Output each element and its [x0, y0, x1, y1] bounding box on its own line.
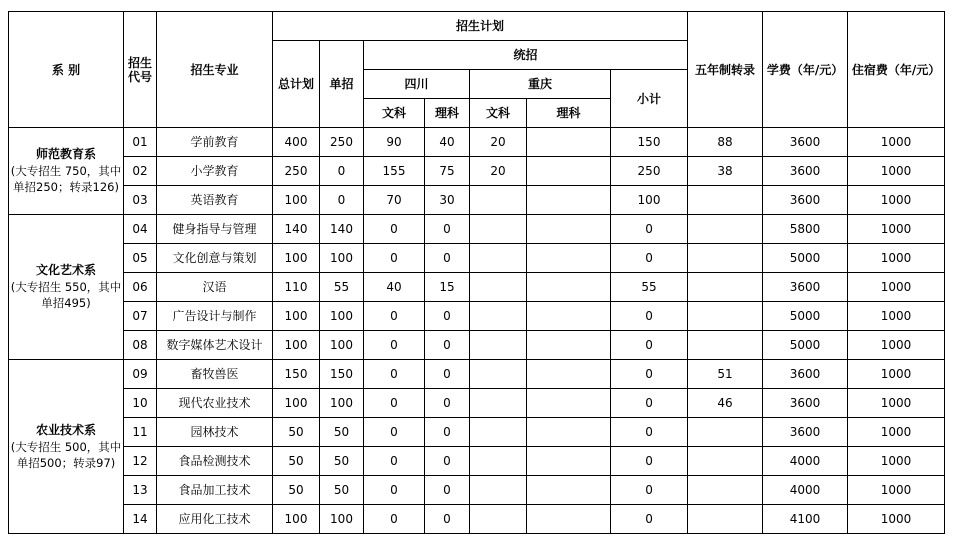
sichuan-science-cell: 0 — [425, 215, 470, 244]
code-cell: 12 — [124, 447, 157, 476]
chongqing-science-cell — [527, 157, 611, 186]
table-row — [9, 505, 945, 534]
chongqing-science-cell — [527, 505, 611, 534]
tuition-cell: 5000 — [763, 302, 848, 331]
dorm-cell: 1000 — [848, 447, 945, 476]
fiveyear-cell — [688, 244, 763, 273]
table-row — [9, 157, 945, 186]
table-row — [9, 331, 945, 360]
fiveyear-cell: 88 — [688, 128, 763, 157]
chongqing-arts-cell — [470, 389, 527, 418]
sichuan-science-cell: 0 — [425, 447, 470, 476]
dorm-cell: 1000 — [848, 215, 945, 244]
fiveyear-cell — [688, 215, 763, 244]
total-cell: 140 — [273, 215, 320, 244]
fiveyear-cell — [688, 186, 763, 215]
chongqing-science-cell — [527, 128, 611, 157]
sichuan-arts-cell: 155 — [364, 157, 425, 186]
sichuan-science-cell: 75 — [425, 157, 470, 186]
sichuan-science-cell: 0 — [425, 389, 470, 418]
major-cell: 小学教育 — [157, 157, 273, 186]
chongqing-science-cell — [527, 476, 611, 505]
dorm-cell: 1000 — [848, 128, 945, 157]
chongqing-science-cell — [527, 186, 611, 215]
sichuan-science-cell: 30 — [425, 186, 470, 215]
total-cell: 400 — [273, 128, 320, 157]
chongqing-arts-cell — [470, 244, 527, 273]
subtotal-cell: 0 — [611, 302, 688, 331]
dorm-cell: 1000 — [848, 273, 945, 302]
subtotal-cell: 0 — [611, 244, 688, 273]
major-cell: 园林技术 — [157, 418, 273, 447]
header-fiveyear: 五年制转录 — [688, 12, 763, 128]
total-cell: 50 — [273, 418, 320, 447]
major-cell: 学前教育 — [157, 128, 273, 157]
chongqing-arts-cell — [470, 447, 527, 476]
major-cell: 应用化工技术 — [157, 505, 273, 534]
dorm-cell: 1000 — [848, 389, 945, 418]
code-cell: 10 — [124, 389, 157, 418]
fiveyear-cell: 46 — [688, 389, 763, 418]
single-cell: 0 — [320, 157, 364, 186]
chongqing-arts-cell — [470, 273, 527, 302]
code-cell: 08 — [124, 331, 157, 360]
total-cell: 100 — [273, 186, 320, 215]
dorm-cell: 1000 — [848, 186, 945, 215]
sichuan-arts-cell: 90 — [364, 128, 425, 157]
dorm-cell: 1000 — [848, 302, 945, 331]
major-cell: 畜牧兽医 — [157, 360, 273, 389]
header-chongqing: 重庆 — [470, 70, 611, 99]
tuition-cell: 3600 — [763, 128, 848, 157]
table-row — [9, 273, 945, 302]
table-row — [9, 215, 945, 244]
department-note: (大专招生 500，其中单招500；转录97) — [10, 439, 122, 470]
chongqing-arts-cell — [470, 505, 527, 534]
tuition-cell: 4000 — [763, 447, 848, 476]
fiveyear-cell — [688, 418, 763, 447]
chongqing-arts-cell — [470, 418, 527, 447]
tuition-cell: 3600 — [763, 273, 848, 302]
fiveyear-cell — [688, 505, 763, 534]
table-row — [9, 128, 945, 157]
major-cell: 健身指导与管理 — [157, 215, 273, 244]
header-sichuan-science: 理科 — [425, 99, 470, 128]
single-cell: 50 — [320, 447, 364, 476]
chongqing-arts-cell — [470, 360, 527, 389]
table-row — [9, 360, 945, 389]
major-cell: 广告设计与制作 — [157, 302, 273, 331]
single-cell: 0 — [320, 186, 364, 215]
dorm-cell: 1000 — [848, 360, 945, 389]
subtotal-cell: 0 — [611, 505, 688, 534]
chongqing-arts-cell — [470, 476, 527, 505]
header-tuition: 学费（年/元） — [763, 12, 848, 128]
table-row — [9, 476, 945, 505]
code-cell: 01 — [124, 128, 157, 157]
fiveyear-cell — [688, 273, 763, 302]
department-note: (大专招生 550，其中单招495) — [10, 280, 122, 310]
header-single: 单招 — [320, 41, 364, 128]
chongqing-science-cell — [527, 302, 611, 331]
single-cell: 140 — [320, 215, 364, 244]
table-body — [9, 12, 945, 534]
chongqing-science-cell — [527, 244, 611, 273]
sichuan-arts-cell: 0 — [364, 215, 425, 244]
single-cell: 100 — [320, 244, 364, 273]
code-cell: 05 — [124, 244, 157, 273]
chongqing-arts-cell — [470, 302, 527, 331]
subtotal-cell: 0 — [611, 389, 688, 418]
subtotal-cell: 0 — [611, 360, 688, 389]
tuition-cell: 3600 — [763, 389, 848, 418]
chongqing-science-cell — [527, 418, 611, 447]
fiveyear-cell: 38 — [688, 157, 763, 186]
single-cell: 100 — [320, 331, 364, 360]
fiveyear-cell — [688, 476, 763, 505]
chongqing-science-cell — [527, 273, 611, 302]
sichuan-science-cell: 15 — [425, 273, 470, 302]
chongqing-arts-cell — [470, 215, 527, 244]
fiveyear-cell — [688, 302, 763, 331]
major-cell: 现代农业技术 — [157, 389, 273, 418]
subtotal-cell: 0 — [611, 331, 688, 360]
dorm-cell: 1000 — [848, 157, 945, 186]
sichuan-science-cell: 40 — [425, 128, 470, 157]
department-name: 师范教育系 — [35, 147, 96, 161]
subtotal-cell: 100 — [611, 186, 688, 215]
sichuan-arts-cell: 0 — [364, 244, 425, 273]
header-chongqing-science: 理科 — [527, 99, 611, 128]
header-subtotal: 小计 — [611, 70, 688, 128]
table-row — [9, 186, 945, 215]
enrollment-plan-table — [8, 11, 945, 534]
chongqing-arts-cell: 20 — [470, 157, 527, 186]
sichuan-science-cell: 0 — [425, 302, 470, 331]
sichuan-arts-cell: 0 — [364, 447, 425, 476]
sichuan-arts-cell: 0 — [364, 505, 425, 534]
chongqing-science-cell — [527, 360, 611, 389]
chongqing-science-cell — [527, 447, 611, 476]
fiveyear-cell — [688, 447, 763, 476]
sichuan-science-cell: 0 — [425, 331, 470, 360]
subtotal-cell: 150 — [611, 128, 688, 157]
code-cell: 09 — [124, 360, 157, 389]
chongqing-science-cell — [527, 331, 611, 360]
total-cell: 100 — [273, 302, 320, 331]
fiveyear-cell: 51 — [688, 360, 763, 389]
major-cell: 食品检测技术 — [157, 447, 273, 476]
sichuan-arts-cell: 40 — [364, 273, 425, 302]
sichuan-arts-cell: 70 — [364, 186, 425, 215]
single-cell: 250 — [320, 128, 364, 157]
total-cell: 100 — [273, 389, 320, 418]
total-cell: 150 — [273, 360, 320, 389]
chongqing-science-cell — [527, 389, 611, 418]
subtotal-cell: 0 — [611, 447, 688, 476]
major-cell: 数字媒体艺术设计 — [157, 331, 273, 360]
department-note: (大专招生 750，其中单招250；转录126) — [10, 164, 122, 194]
major-cell: 英语教育 — [157, 186, 273, 215]
tuition-cell: 5000 — [763, 331, 848, 360]
sichuan-science-cell: 0 — [425, 476, 470, 505]
tuition-cell: 3600 — [763, 418, 848, 447]
table-row — [9, 244, 945, 273]
major-cell: 食品加工技术 — [157, 476, 273, 505]
single-cell: 100 — [320, 302, 364, 331]
department-cell — [9, 128, 124, 215]
table-row — [9, 418, 945, 447]
code-cell: 03 — [124, 186, 157, 215]
sichuan-arts-cell: 0 — [364, 331, 425, 360]
sichuan-science-cell: 0 — [425, 360, 470, 389]
code-cell: 14 — [124, 505, 157, 534]
code-cell: 06 — [124, 273, 157, 302]
table-row — [9, 447, 945, 476]
tuition-cell: 4100 — [763, 505, 848, 534]
code-cell: 11 — [124, 418, 157, 447]
major-cell: 文化创意与策划 — [157, 244, 273, 273]
single-cell: 50 — [320, 476, 364, 505]
code-cell: 04 — [124, 215, 157, 244]
header-major: 招生专业 — [157, 12, 273, 128]
department-name: 农业技术系 — [35, 422, 96, 437]
subtotal-cell: 250 — [611, 157, 688, 186]
single-cell: 55 — [320, 273, 364, 302]
department-cell — [9, 360, 124, 534]
header-sichuan-arts: 文科 — [364, 99, 425, 128]
subtotal-cell: 0 — [611, 476, 688, 505]
sichuan-arts-cell: 0 — [364, 360, 425, 389]
single-cell: 100 — [320, 389, 364, 418]
header-code: 招生代号 — [124, 12, 157, 128]
total-cell: 50 — [273, 447, 320, 476]
subtotal-cell: 0 — [611, 418, 688, 447]
total-cell: 50 — [273, 476, 320, 505]
tuition-cell: 5800 — [763, 215, 848, 244]
sichuan-science-cell: 0 — [425, 244, 470, 273]
chongqing-science-cell — [527, 215, 611, 244]
tuition-cell: 3600 — [763, 360, 848, 389]
table-row — [9, 389, 945, 418]
single-cell: 150 — [320, 360, 364, 389]
fiveyear-cell — [688, 331, 763, 360]
sichuan-arts-cell: 0 — [364, 418, 425, 447]
header-chongqing-arts: 文科 — [470, 99, 527, 128]
code-cell: 07 — [124, 302, 157, 331]
single-cell: 100 — [320, 505, 364, 534]
header-plan: 招生计划 — [273, 12, 688, 41]
sichuan-arts-cell: 0 — [364, 476, 425, 505]
single-cell: 50 — [320, 418, 364, 447]
total-cell: 100 — [273, 505, 320, 534]
total-cell: 110 — [273, 273, 320, 302]
header-dept: 系 别 — [9, 12, 124, 128]
code-cell: 13 — [124, 476, 157, 505]
sichuan-science-cell: 0 — [425, 505, 470, 534]
chongqing-arts-cell — [470, 331, 527, 360]
total-cell: 100 — [273, 244, 320, 273]
header-dorm: 住宿费（年/元） — [848, 12, 945, 128]
tuition-cell: 3600 — [763, 157, 848, 186]
tuition-cell: 3600 — [763, 186, 848, 215]
header-sichuan: 四川 — [364, 70, 470, 99]
sichuan-arts-cell: 0 — [364, 389, 425, 418]
header-total: 总计划 — [273, 41, 320, 128]
code-cell: 02 — [124, 157, 157, 186]
chongqing-arts-cell — [470, 186, 527, 215]
dorm-cell: 1000 — [848, 505, 945, 534]
dorm-cell: 1000 — [848, 331, 945, 360]
department-name: 文化艺术系 — [35, 263, 96, 277]
subtotal-cell: 55 — [611, 273, 688, 302]
total-cell: 100 — [273, 331, 320, 360]
total-cell: 250 — [273, 157, 320, 186]
dorm-cell: 1000 — [848, 244, 945, 273]
dorm-cell: 1000 — [848, 476, 945, 505]
subtotal-cell: 0 — [611, 215, 688, 244]
sichuan-arts-cell: 0 — [364, 302, 425, 331]
major-cell: 汉语 — [157, 273, 273, 302]
sichuan-science-cell: 0 — [425, 418, 470, 447]
table-row — [9, 302, 945, 331]
tuition-cell: 5000 — [763, 244, 848, 273]
dorm-cell: 1000 — [848, 418, 945, 447]
department-cell — [9, 215, 124, 360]
tuition-cell: 4000 — [763, 476, 848, 505]
header-unified: 统招 — [364, 41, 688, 70]
chongqing-arts-cell: 20 — [470, 128, 527, 157]
